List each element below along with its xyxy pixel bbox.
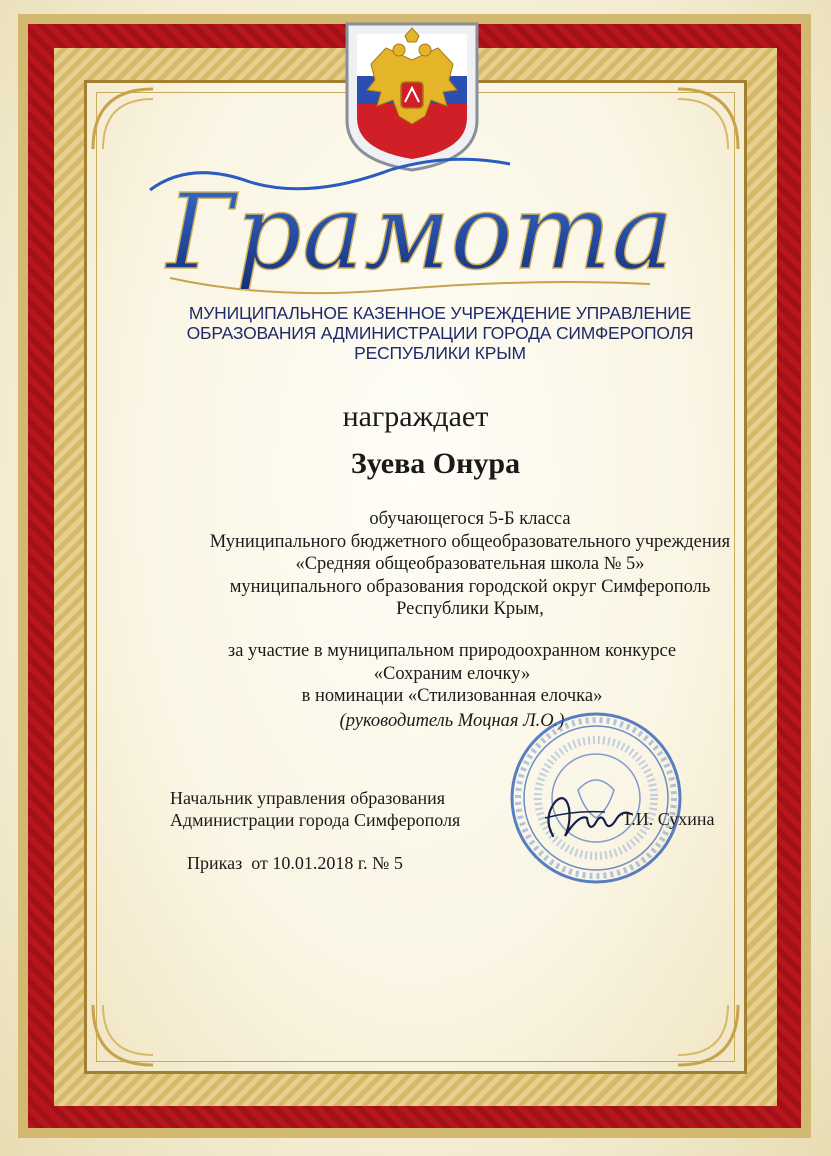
- details-line: муниципального образования городской округ Симферополь: [229, 576, 711, 597]
- signatory-title-line: Начальник управления образования: [170, 788, 446, 808]
- reason-line: в номинации «Стилизованная елочка»: [301, 686, 603, 706]
- details-line: Республики Крым,: [396, 599, 544, 619]
- details-line: «Средняя общеобразовательная школа № 5»: [295, 554, 645, 574]
- corner-ornament-icon: [88, 84, 158, 154]
- corner-ornament-icon: [88, 1000, 158, 1070]
- certificate-title: [130, 150, 710, 310]
- award-reason: [92, 640, 812, 732]
- corner-ornament-icon: [673, 84, 743, 154]
- signatory-title: [170, 787, 460, 831]
- organization-line: ОБРАЗОВАНИЯ АДМИНИСТРАЦИИ ГОРОДА СИМФЕРОПОЛЯ: [186, 323, 694, 343]
- organization-line: РЕСПУБЛИКИ КРЫМ: [354, 343, 526, 363]
- title-text: Грамота: [166, 171, 674, 293]
- signatory-name: Т.И. Сухина: [622, 809, 715, 829]
- reason-line: за участие в муниципальном природоохранном конкурсе: [227, 641, 677, 661]
- organization-line: МУНИЦИПАЛЬНОЕ КАЗЕННОЕ УЧРЕЖДЕНИЕ УПРАВЛЕНИЕ: [188, 303, 692, 323]
- awards-verb: награждает: [342, 400, 489, 433]
- corner-ornament-icon: [673, 1000, 743, 1070]
- organization-name: [180, 303, 700, 363]
- order-reference: Приказ от 10.01.2018 г. № 5: [187, 853, 403, 873]
- signatory-title-line: Администрации города Симферополя: [170, 810, 461, 830]
- recipient-details: [110, 508, 830, 621]
- details-line: Муниципального бюджетного общеобразовательного учреждения: [209, 531, 731, 552]
- reason-line: «Сохраним елочку»: [373, 663, 531, 684]
- recipient-name: Зуева Онура: [350, 447, 521, 480]
- details-line: обучающегося 5-Б класса: [369, 509, 571, 529]
- supervisor-line: (руководитель Моцная Л.О.): [339, 710, 565, 731]
